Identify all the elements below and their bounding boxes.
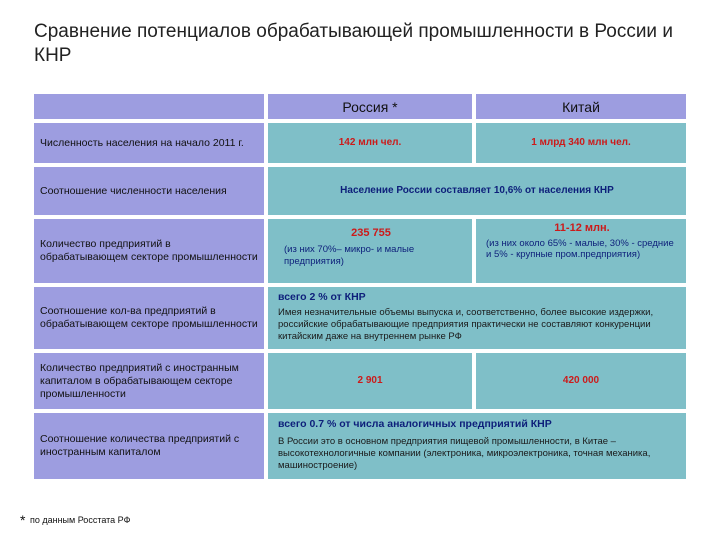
- header-china: Китай: [476, 94, 686, 119]
- russia-enterprises-value: 235 755: [351, 227, 391, 239]
- china-population: 1 млрд 340 млн чел.: [476, 123, 686, 163]
- foreign-ratio-body: В России это в основном предприятия пищевой промышленности, в Китае – высокотехнологичные компании (электроника, микроэлектроника, точная механика, машиностроение): [278, 435, 651, 471]
- footnote-text: по данным Росстата РФ: [29, 515, 131, 525]
- page-title: Сравнение потенциалов обрабатывающей промышленности в России и КНР: [34, 21, 673, 66]
- enterprises-ratio-lead: всего 2 % от КНР: [278, 291, 366, 303]
- russia-enterprises-cell: [268, 219, 472, 283]
- enterprises-ratio-body: Имея незначительные объемы выпуска и, соответственно, более высокие издержки, российские обрабатывающие предприятия практически не составляют конкуренции китайским даже на внутреннем рынке РФ: [278, 306, 654, 342]
- china-enterprises-note: (из них около 65% - малые, 30% - средние и 5% - крупные пром.предприятия): [486, 237, 674, 260]
- russia-enterprises-note: (из них 70%– микро- и малые предприятия): [284, 243, 415, 267]
- footnote: [20, 512, 130, 528]
- china-enterprises-value: 11-12 млн.: [554, 222, 610, 234]
- china-foreign-enterprises: 420 000: [476, 353, 686, 409]
- row-label-foreign-enterprises: Количество предприятий с иностранным капиталом в обрабатывающем секторе промышленности: [34, 353, 264, 409]
- china-enterprises-cell: [476, 219, 686, 283]
- enterprises-ratio-cell: [268, 287, 686, 349]
- population-ratio-value: Население России составляет 10,6% от населения КНР: [268, 167, 686, 215]
- foreign-ratio-cell: [268, 413, 686, 479]
- header-russia: Россия *: [268, 94, 472, 119]
- russia-population: 142 млн чел.: [268, 123, 472, 163]
- row-label-population: Численность населения на начало 2011 г.: [34, 123, 264, 163]
- header-blank: [34, 94, 264, 119]
- foreign-ratio-lead: всего 0.7 % от числа аналогичных предприятий КНР: [278, 418, 552, 430]
- row-label-foreign-ratio: Соотношение количества предприятий с иностранным капиталом: [34, 413, 264, 479]
- row-label-population-ratio: Соотношение численности населения: [34, 167, 264, 215]
- row-label-enterprises-ratio: Соотношение кол-ва предприятий в обрабатывающем секторе промышленности: [34, 287, 264, 349]
- russia-foreign-enterprises: 2 901: [268, 353, 472, 409]
- footnote-star: *: [20, 512, 26, 528]
- row-label-enterprises: Количество предприятий в обрабатывающем секторе промышленности: [34, 219, 264, 283]
